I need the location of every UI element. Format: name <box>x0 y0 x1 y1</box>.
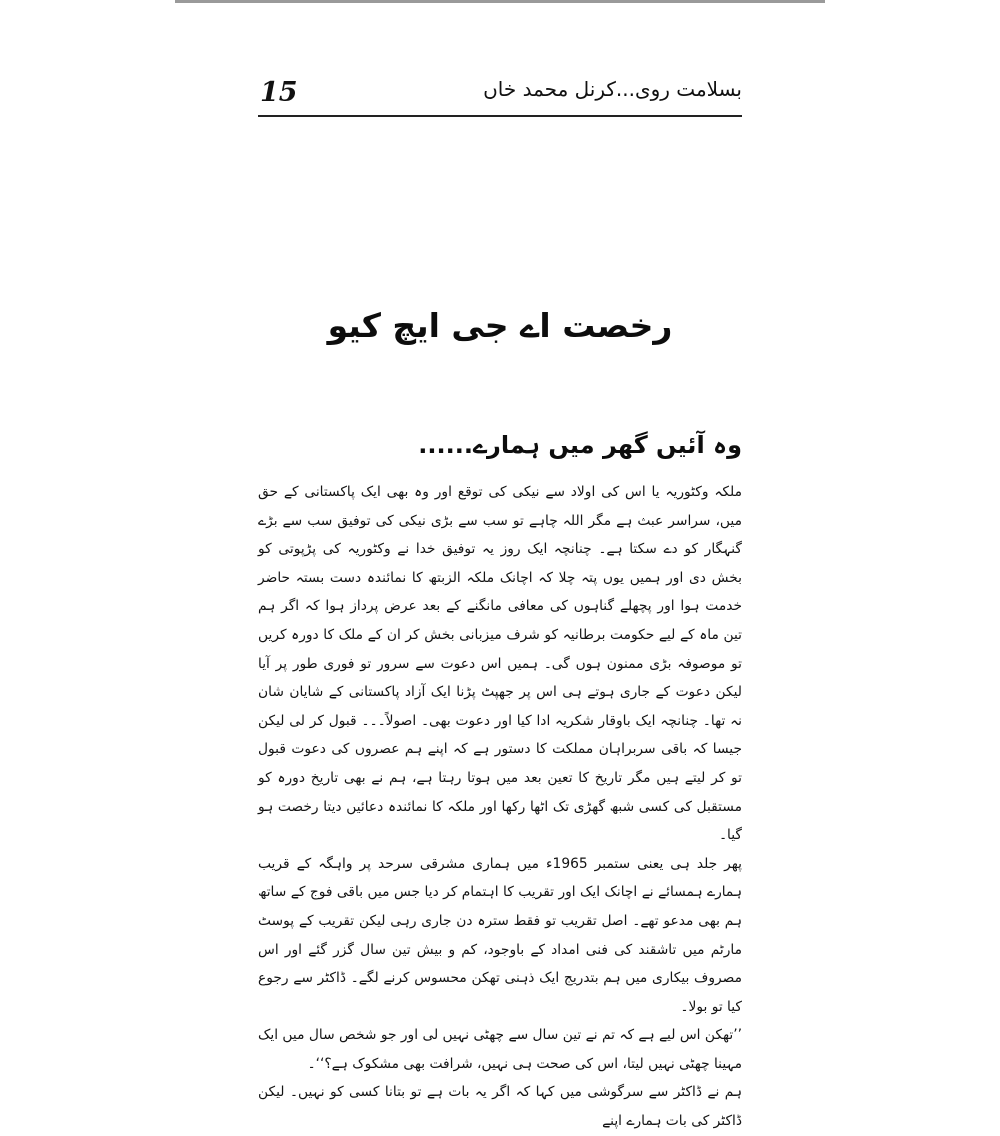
running-header-title: بسلامت روی...کرنل محمد خاں <box>483 77 742 101</box>
paragraph: ملکہ وکٹوریہ یا اس کی اولاد سے نیکی کی توقع اور وہ بھی ایک پاکستانی کے حق میں، سراسر عبث ہے مگر اللہ چاہے تو سب سے بڑی نیکی کی توفیق سب سے بڑے گنہگار کو دے سکتا ہے۔ چنانچہ ایک روز یہ توفیق خدا نے وکٹوریہ کی پڑپوتی کو بخش دی اور ہمیں یوں پتہ چلا کہ اچانک ملکہ الزبتھ کا نمائندہ دست بستہ حاضر خدمت ہوا اور پچھلے گناہوں کی معافی مانگنے کے بعد عرض پرداز ہوا کہ اگر ہم تین ماہ کے لیے حکومت برطانیہ کو شرف میزبانی بخش کر ان کے ملک کا دورہ کریں تو موصوفہ بڑی ممنون ہوں گی۔ ہمیں اس دعوت سے سرور تو فوری طور پر آیا لیکن دعوت کے جاری ہوتے ہی اس پر جھپٹ پڑنا ایک آزاد پاکستانی کے شایان شان نہ تھا۔ چنانچہ ایک باوقار شکریہ ادا کیا اور دعوت بھی۔ اصولاً۔۔۔ قبول کر لی لیکن جیسا کہ باقی سربراہان مملکت کا دستور ہے کہ اپنے ہم عصروں کی دعوت قبول تو کر لیتے ہیں مگر تاریخ کا تعین بعد میں ہوتا رہتا ہے، ہم نے بھی تاریخ دورہ کو مستقبل کی کسی شبھ گھڑی تک اٹھا رکھا اور ملکہ کا نمائندہ دعائیں دیتا رخصت ہو گیا۔ <box>258 484 742 844</box>
page-number: 15 <box>260 77 298 108</box>
book-page <box>258 0 742 1130</box>
section-heading: وہ آئیں گھر میں ہمارے...... <box>418 431 742 459</box>
body-text <box>258 478 742 1136</box>
header-divider <box>258 115 742 117</box>
running-header <box>258 72 742 112</box>
paragraph: ہم نے ڈاکٹر سے سرگوشی میں کہا کہ اگر یہ بات ہے تو بتانا کسی کو نہیں۔ لیکن ڈاکٹر کی بات ہمارے اپنے <box>258 1084 742 1130</box>
paragraph: پھر جلد ہی یعنی ستمبر 1965ء میں ہماری مشرقی سرحد پر واہگہ کے قریب ہمارے ہمسائے نے اچانک ایک اور تقریب کا اہتمام کر دیا جس میں باقی فوج کے ساتھ ہم بھی مدعو تھے۔ اصل تقریب تو فقط سترہ دن جاری رہی لیکن تقریب کے پوسٹ مارٹم میں تاشقند کی فنی امداد کے باوجود، کم و بیش تین سال گزر گئے اور اس مصروف بیکاری میں ہم بتدریج ایک ذہنی تھکن محسوس کرنے لگے۔ ڈاکٹر سے رجوع کیا تو بولا۔ <box>258 855 742 1015</box>
chapter-title: رخصت اے جی ایچ کیو <box>327 306 673 345</box>
paragraph: ’’تھکن اس لیے ہے کہ تم نے تین سال سے چھٹی نہیں لی اور جو شخص سال میں ایک مہینا چھٹی نہیں لیتا، اس کی صحت ہی نہیں، شرافت بھی مشکوک ہے؟‘‘۔ <box>258 1027 742 1072</box>
